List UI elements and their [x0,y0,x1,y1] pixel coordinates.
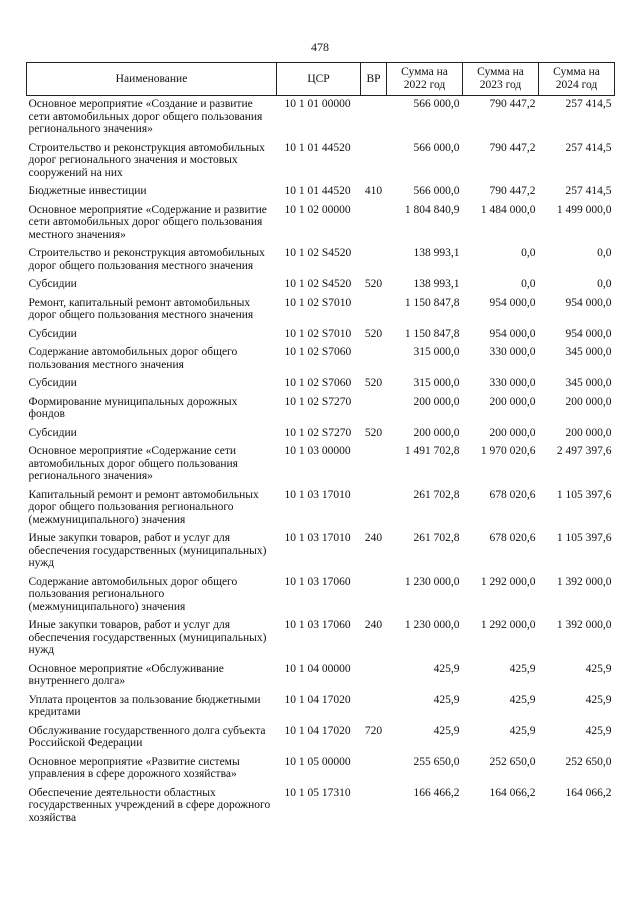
row-sum-2023: 790 447,2 [489,141,536,154]
table-row [27,344,615,375]
row-vr [361,443,387,487]
table-row [27,245,615,276]
row-name: Субсидии [28,327,77,340]
row-name: Обслуживание государственного долга субъекта Российской Федерации [28,724,266,749]
row-vr [361,202,387,246]
header-csr: ЦСР [277,63,361,96]
row-csr: 10 1 01 00000 [284,98,351,110]
table-row [27,785,615,829]
table-row [27,617,615,661]
row-sum-2024: 257 414,5 [565,141,612,154]
row-sum-2022: 261 702,8 [413,532,460,544]
row-sum-2023: 252 650,0 [489,755,536,768]
row-csr: 10 1 03 17060 [284,575,351,588]
table-row [27,723,615,754]
row-vr [361,394,387,425]
page-number: 478 [311,40,329,54]
row-name: Строительство и реконструкция автомобильных дорог общего пользования местного значения [28,247,265,272]
row-csr: 10 1 04 17020 [284,724,351,737]
row-csr: 10 1 02 S4520 [284,278,352,290]
table-row [27,140,615,184]
row-sum-2024: 954 000,0 [565,296,612,309]
row-vr [361,344,387,375]
row-name: Капитальный ремонт и ремонт автомобильных дорог общего пользования регионального (межмуниципального) значения [28,488,259,526]
row-sum-2022: 1 804 840,9 [404,203,460,216]
row-csr: 10 1 03 17010 [284,532,351,544]
row-sum-2023: 954 000,0 [489,327,536,340]
header-2022: Сумма на 2022 год [387,63,463,96]
row-name: Обеспечение деятельности областных государственных учреждений в сфере дорожного хозяйства [28,786,271,824]
row-sum-2023: 1 484 000,0 [480,203,536,216]
row-name: Субсидии [28,278,77,290]
row-sum-2024: 164 066,2 [565,786,612,799]
header-name: Наименование [27,63,277,96]
header-2023: Сумма на 2023 год [463,63,539,96]
row-name: Содержание автомобильных дорог общего пользования местного значения [28,346,238,371]
row-sum-2024: 345 000,0 [565,346,612,358]
table-row [27,487,615,531]
row-csr: 10 1 02 00000 [284,203,351,216]
row-sum-2024: 425,9 [585,693,612,706]
row-vr [361,245,387,276]
table-row [27,202,615,246]
row-sum-2024: 252 650,0 [565,755,612,768]
row-sum-2023: 425,9 [509,662,536,675]
row-sum-2024: 200 000,0 [565,426,612,439]
row-sum-2024: 1 105 397,6 [556,532,612,544]
row-sum-2023: 1 292 000,0 [480,619,536,631]
row-csr: 10 1 02 S7060 [284,346,352,358]
table-row [27,692,615,723]
row-sum-2024: 1 392 000,0 [556,575,612,588]
row-vr [361,487,387,531]
table-row [27,276,615,295]
table-row [27,394,615,425]
row-sum-2023: 425,9 [509,693,536,706]
row-sum-2023: 790 447,2 [489,98,536,110]
row-sum-2024: 2 497 397,6 [556,445,612,457]
row-csr: 10 1 02 S7010 [284,327,352,340]
row-sum-2022: 1 150 847,8 [404,296,460,309]
row-vr [361,692,387,723]
row-name: Иные закупки товаров, работ и услуг для обеспечения государственных (муниципальных) нужд [28,532,267,569]
row-csr: 10 1 02 S7270 [284,395,352,408]
row-name: Основное мероприятие «Содержание и развитие сети автомобильных дорог общего пользования местного значения» [28,203,267,241]
row-sum-2022: 138 993,1 [413,278,460,290]
row-sum-2024: 425,9 [585,724,612,737]
table-row [27,425,615,444]
row-sum-2022: 566 000,0 [413,141,460,154]
row-vr: 240 [364,619,383,631]
row-csr: 10 1 02 S7010 [284,296,352,309]
row-sum-2024: 200 000,0 [565,395,612,408]
table-row [27,754,615,785]
header-vr: ВР [361,63,387,96]
row-vr: 720 [364,724,383,737]
row-name: Ремонт, капитальный ремонт автомобильных дорог общего пользования местного значения [28,296,254,321]
row-vr: 520 [364,377,383,389]
row-sum-2023: 678 020,6 [489,488,536,501]
row-sum-2024: 0,0 [597,278,612,290]
row-csr: 10 1 05 17310 [284,786,351,799]
row-sum-2022: 425,9 [433,693,460,706]
row-vr [361,754,387,785]
row-name: Субсидии [28,377,77,389]
table-header-row [27,63,615,96]
row-vr: 240 [364,532,383,544]
row-csr: 10 1 03 00000 [284,445,351,457]
row-sum-2023: 330 000,0 [489,377,536,389]
row-sum-2022: 425,9 [433,662,460,675]
row-csr: 10 1 02 S4520 [284,247,352,259]
row-vr: 520 [364,278,383,290]
row-sum-2022: 566 000,0 [413,185,460,197]
row-name: Иные закупки товаров, работ и услуг для обеспечения государственных (муниципальных) нужд [28,619,267,656]
row-sum-2022: 166 466,2 [413,786,460,799]
row-sum-2024: 1 105 397,6 [556,488,612,501]
row-sum-2024: 954 000,0 [565,327,612,340]
row-sum-2022: 200 000,0 [413,426,460,439]
row-sum-2023: 954 000,0 [489,296,536,309]
table-row [27,661,615,692]
row-sum-2022: 255 650,0 [413,755,460,768]
row-sum-2024: 0,0 [597,247,612,259]
row-name: Основное мероприятие «Развитие системы управления в сфере дорожного хозяйства» [28,755,240,780]
row-csr: 10 1 03 17060 [284,619,351,631]
row-name: Основное мероприятие «Обслуживание внутреннего долга» [28,662,224,687]
row-name: Бюджетные инвестиции [28,185,147,197]
row-vr [361,96,387,140]
table-row [27,96,615,140]
row-name: Основное мероприятие «Содержание сети автомобильных дорог общего пользования регионального значения» [28,445,238,482]
header-2024: Сумма на 2024 год [539,63,615,96]
table-row [27,443,615,487]
row-csr: 10 1 01 44520 [284,185,351,197]
row-sum-2022: 1 150 847,8 [404,327,460,340]
row-csr: 10 1 01 44520 [284,141,351,154]
row-sum-2024: 257 414,5 [565,185,612,197]
row-name: Формирование муниципальных дорожных фондов [28,395,238,420]
row-sum-2022: 315 000,0 [413,377,460,389]
row-sum-2023: 200 000,0 [489,395,536,408]
budget-table [26,62,615,828]
row-sum-2024: 345 000,0 [565,377,612,389]
row-sum-2023: 678 020,6 [489,532,536,544]
row-csr: 10 1 04 17020 [284,693,351,706]
row-vr: 520 [364,327,383,340]
row-sum-2022: 566 000,0 [413,98,460,110]
row-sum-2024: 257 414,5 [565,98,612,110]
row-name: Субсидии [28,426,77,439]
row-sum-2022: 261 702,8 [413,488,460,501]
row-vr: 410 [364,185,383,197]
row-sum-2023: 425,9 [509,724,536,737]
row-sum-2024: 425,9 [585,662,612,675]
row-name: Основное мероприятие «Создание и развитие сети автомобильных дорог общего пользования регионального значения» [28,98,263,135]
table-row [27,295,615,326]
row-sum-2022: 138 993,1 [413,247,460,259]
table-row [27,574,615,618]
row-sum-2024: 1 392 000,0 [556,619,612,631]
row-sum-2023: 330 000,0 [489,346,536,358]
table-row [27,326,615,345]
row-csr: 10 1 03 17010 [284,488,351,501]
row-vr [361,140,387,184]
row-csr: 10 1 04 00000 [284,662,351,675]
table-row [27,183,615,202]
table-row [27,530,615,574]
row-sum-2022: 1 491 702,8 [404,445,460,457]
row-name: Уплата процентов за пользование бюджетными кредитами [28,693,261,718]
row-sum-2022: 425,9 [433,724,460,737]
row-vr: 520 [364,426,383,439]
row-csr: 10 1 02 S7270 [284,426,352,439]
row-vr [361,295,387,326]
row-sum-2023: 0,0 [521,247,536,259]
row-name: Содержание автомобильных дорог общего пользования регионального (межмуниципального) значения [28,575,238,613]
row-sum-2022: 1 230 000,0 [404,575,460,588]
row-sum-2023: 1 292 000,0 [480,575,536,588]
row-sum-2023: 164 066,2 [489,786,536,799]
table-body [27,96,615,829]
row-sum-2023: 0,0 [521,278,536,290]
row-vr [361,785,387,829]
row-csr: 10 1 02 S7060 [284,377,352,389]
row-sum-2023: 200 000,0 [489,426,536,439]
row-sum-2023: 790 447,2 [489,185,536,197]
row-sum-2024: 1 499 000,0 [556,203,612,216]
row-csr: 10 1 05 00000 [284,755,351,768]
row-sum-2022: 200 000,0 [413,395,460,408]
table-row [27,375,615,394]
row-vr [361,661,387,692]
row-sum-2023: 1 970 020,6 [480,445,536,457]
row-sum-2022: 1 230 000,0 [404,619,460,631]
row-name: Строительство и реконструкция автомобильных дорог регионального значения и мостовых сооружений на них [28,141,265,179]
row-sum-2022: 315 000,0 [413,346,460,358]
row-vr [361,574,387,618]
